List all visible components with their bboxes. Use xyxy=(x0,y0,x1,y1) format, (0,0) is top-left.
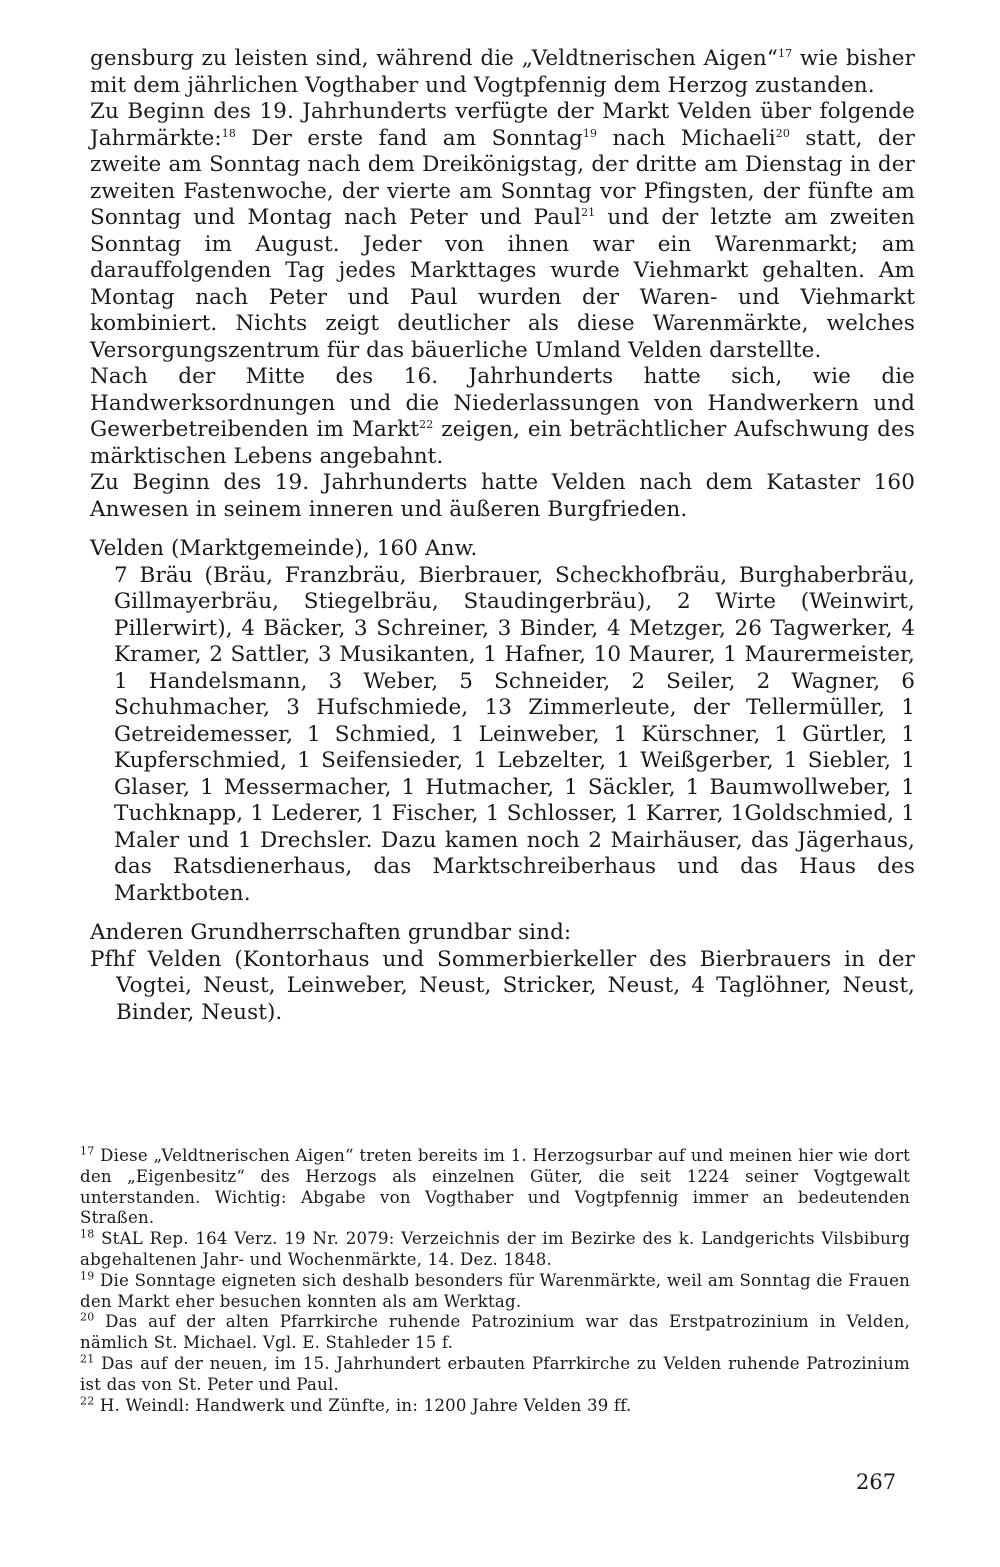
footnotes xyxy=(80,1146,910,1416)
paragraph-3 xyxy=(90,364,915,470)
paragraph-text: Der erste fand am Sonntag xyxy=(235,125,583,151)
paragraph-text: gensburg zu leisten sind, während die „Veldtnerischen Aigen“ xyxy=(90,46,778,71)
paragraph-1 xyxy=(90,46,915,99)
census-list: 7 Bräu (Bräu, Franzbräu, Bierbrauer, Scheckhofbräu, Burghaberbräu, Gillmayerbräu, Stiegelbräu, Staudingerbräu), 2 Wirte (Weinwirt, Pillerwirt), 4 Bäcker, 3 Schreiner, 3 Binder, 4 Metzger, 26 Tagwerker, 4 Kramer, 2 Sattler, 3 Musikanten, 1 Hafner, 10 Maurer, 1 Maurermeister, 1 Handelsmann, 3 Weber, 5 Schneider, 2 Seiler, 2 Wagner, 6 Schuhmacher, 3 Hufschmiede, 13 Zimmerleute, der Tellermüller, 1 Getreidemesser, 1 Schmied, 1 Leinweber, 1 Kürschner, 1 Gürtler, 1 Kupferschmied, 1 Seifensieder, 1 Lebzelter, 1 Weißgerber, 1 Siebler, 1 Glaser, 1 Messermacher, 1 Hutmacher, 1 Säckler, 1 Baumwollweber, 1 Tuchknapp, 1 Lederer, 1 Fischer, 1 Schlosser, 1 Karrer, 1Goldschmied, 1 Maler und 1 Drechsler. Dazu kamen noch 2 Mairhäuser, das Jägerhaus, das Ratsdienerhaus, das Marktschreiberhaus und das Haus des Marktboten. xyxy=(114,562,915,906)
footnote-text: StAL Rep. 164 Verz. 19 Nr. 2079: Verzeichnis der im Bezirke des k. Landgerichts Vilsbiburg abgehaltenen Jahr- und Wochenmärkte, 14. Dez. 1848. xyxy=(80,1229,910,1269)
other-entry: Pfhf Velden (Kontorhaus und Sommerbierkeller des Bierbrauers in der Vogtei, Neust, Leinweber, Neust, Stricker, Neust, 4 Taglöhner, Neust, Binder, Neust). xyxy=(90,946,915,1025)
footnote-ref: 18 xyxy=(221,126,236,140)
footnote-number: 17 xyxy=(80,1144,95,1158)
paragraph-2 xyxy=(90,99,915,364)
other-heading: Anderen Grundherrschaften grundbar sind: xyxy=(90,920,572,945)
paragraph-text: Nach der Mitte des 16. Jahrhunderts hatte sich, wie die Handwerksordnungen und die Niederlassungen von Handwerkern und Gewerbetreibenden im Markt xyxy=(90,364,915,442)
footnote-ref: 22 xyxy=(419,417,434,431)
footnote-ref: 20 xyxy=(775,126,790,140)
paragraph-text: Zu Beginn des 19. Jahrhunderts verfügte der Markt Velden über folgende Jahrmärkte: xyxy=(90,99,915,151)
footnote-number: 22 xyxy=(80,1394,95,1408)
footnote-ref: 19 xyxy=(582,126,598,140)
paragraph-4: Zu Beginn des 19. Jahrhunderts hatte Velden nach dem Kataster 160 Anwesen in seinem inneren und äußeren Burgfrieden. xyxy=(90,470,915,522)
footnote-text: Das auf der alten Pfarrkirche ruhende Patrozinium war das Erstpatrozinium in Velden, nämlich St. Michael. Vgl. E. Stahleder 15 f. xyxy=(80,1312,910,1353)
paragraph-text: nach Michaeli xyxy=(597,125,776,151)
footnote-ref: 17 xyxy=(777,46,793,60)
footnote-text: Diese „Veldtnerischen Aigen“ treten bereits im 1. Herzogsurbar auf und meinen hier wie dort den „Eigenbesitz“ des Herzogs als einzelnen Güter, die seit 1224 seiner Vogtgewalt unterstanden. Wichtig: Abgabe von Vogthaber und Vogtpfennig immer an bedeutenden Straßen. xyxy=(80,1146,910,1228)
paragraph-text: zeigen, ein beträchtlicher Aufschwung des märktischen Lebens angebahnt. xyxy=(90,417,915,469)
footnote-ref: 21 xyxy=(581,205,596,219)
footnote-number: 18 xyxy=(80,1227,95,1241)
footnote-text: Das auf der neuen, im 15. Jahrhundert erbauten Pfarrkirche zu Velden ruhende Patrozinium ist das von St. Peter und Paul. xyxy=(80,1353,910,1394)
paragraph-text: und der letzte am zweiten Sonntag im August. Jeder von ihnen war ein Warenmarkt; am darauffolgenden Tag jedes Markttages wurde Viehmarkt gehalten. Am Montag nach Peter und Paul wurden der Waren- und Viehmarkt kombiniert. Nichts zeigt deutlicher als diese Warenmärkte, welches Versorgungszentrum für das bäuerliche Umland Velden darstellte. xyxy=(90,205,916,363)
footnote-number: 21 xyxy=(80,1352,95,1366)
main-text xyxy=(90,46,915,1026)
footnote-22 xyxy=(80,1396,910,1417)
footnote-20 xyxy=(80,1312,910,1354)
paragraph-text: statt, der zweite am Sonntag nach dem Dreikönigstag, der dritte am Dienstag in der zweiten Fastenwoche, der vierte am Sonntag vor Pfingsten, der fünfte am Sonntag und Montag nach Peter und Paul xyxy=(90,125,915,230)
footnote-21 xyxy=(80,1354,910,1396)
footnote-18 xyxy=(80,1229,910,1271)
footnote-text: Die Sonntage eigneten sich deshalb besonders für Warenmärkte, weil am Sonntag die Frauen den Markt eher besuchen konnten als am Werktag. xyxy=(80,1270,910,1311)
page-number: 267 xyxy=(856,1470,897,1494)
footnote-19 xyxy=(80,1271,910,1313)
footnote-text: H. Weindl: Handwerk und Zünfte, in: 1200 Jahre Velden 39 ff. xyxy=(94,1395,632,1415)
footnote-number: 20 xyxy=(80,1310,95,1324)
footnote-17 xyxy=(80,1146,910,1229)
paragraph-text: wie bisher mit dem jährlichen Vogthaber und Vogtpfennig dem Herzog zustanden. xyxy=(90,46,915,98)
footnote-number: 19 xyxy=(80,1269,95,1283)
census-heading: Velden (Marktgemeinde), 160 Anw. xyxy=(90,536,478,561)
